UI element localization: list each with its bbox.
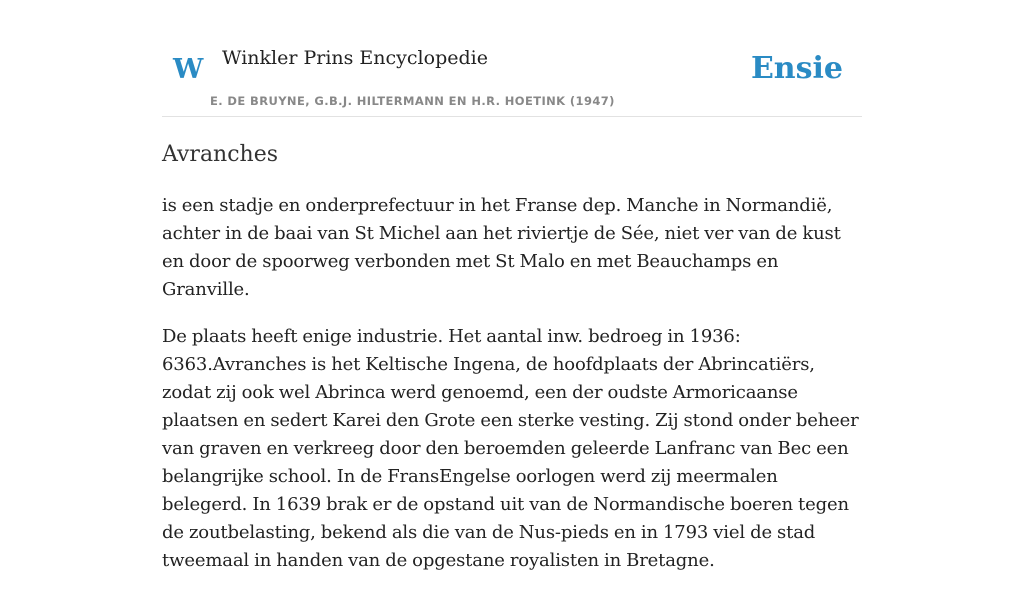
- site-title[interactable]: Winkler Prins Encyclopedie: [222, 47, 488, 69]
- ensie-brand-link[interactable]: Ensie: [750, 51, 843, 86]
- site-header: [162, 0, 862, 117]
- article-paragraph: De plaats heeft enige industrie. Het aantal inw. bedroeg in 1936: 6363.Avranches is het Keltische Ingena, de hoofdplaats der Abrincatiërs, zodat zij ook wel Abrinca werd genoemd, een der oudste Armoricaanse plaatsen en sedert Karei den Grote een sterke vesting. Zij stond onder beheer van graven en verkreeg door den beroemden geleerde Lanfranc van Bec een belangrijke school. In de FransEngelse oorlogen werd zij meermalen belegerd. In 1639 brak er de opstand uit van de Normandische boeren tegen de zoutbelasting, bekend als die van de Nus-pieds en in 1793 viel de stad tweemaal in handen van de opgestane royalisten in Bretagne.: [162, 326, 859, 571]
- article-title: Avranches: [162, 142, 279, 167]
- authors-line: E. DE BRUYNE, G.B.J. HILTERMANN EN H.R. HOETINK (1947): [210, 94, 615, 108]
- page: [162, 0, 862, 571]
- winkler-prins-logo-icon[interactable]: W: [173, 54, 204, 85]
- article-paragraph: is een stadje en onderprefectuur in het Franse dep. Manche in Normandië, achter in de baai van St Michel aan het riviertje de Sée, niet ver van de kust en door de spoorweg verbonden met St Malo en met Beauchamps en Granville.: [162, 195, 841, 300]
- article-body: [162, 192, 862, 594]
